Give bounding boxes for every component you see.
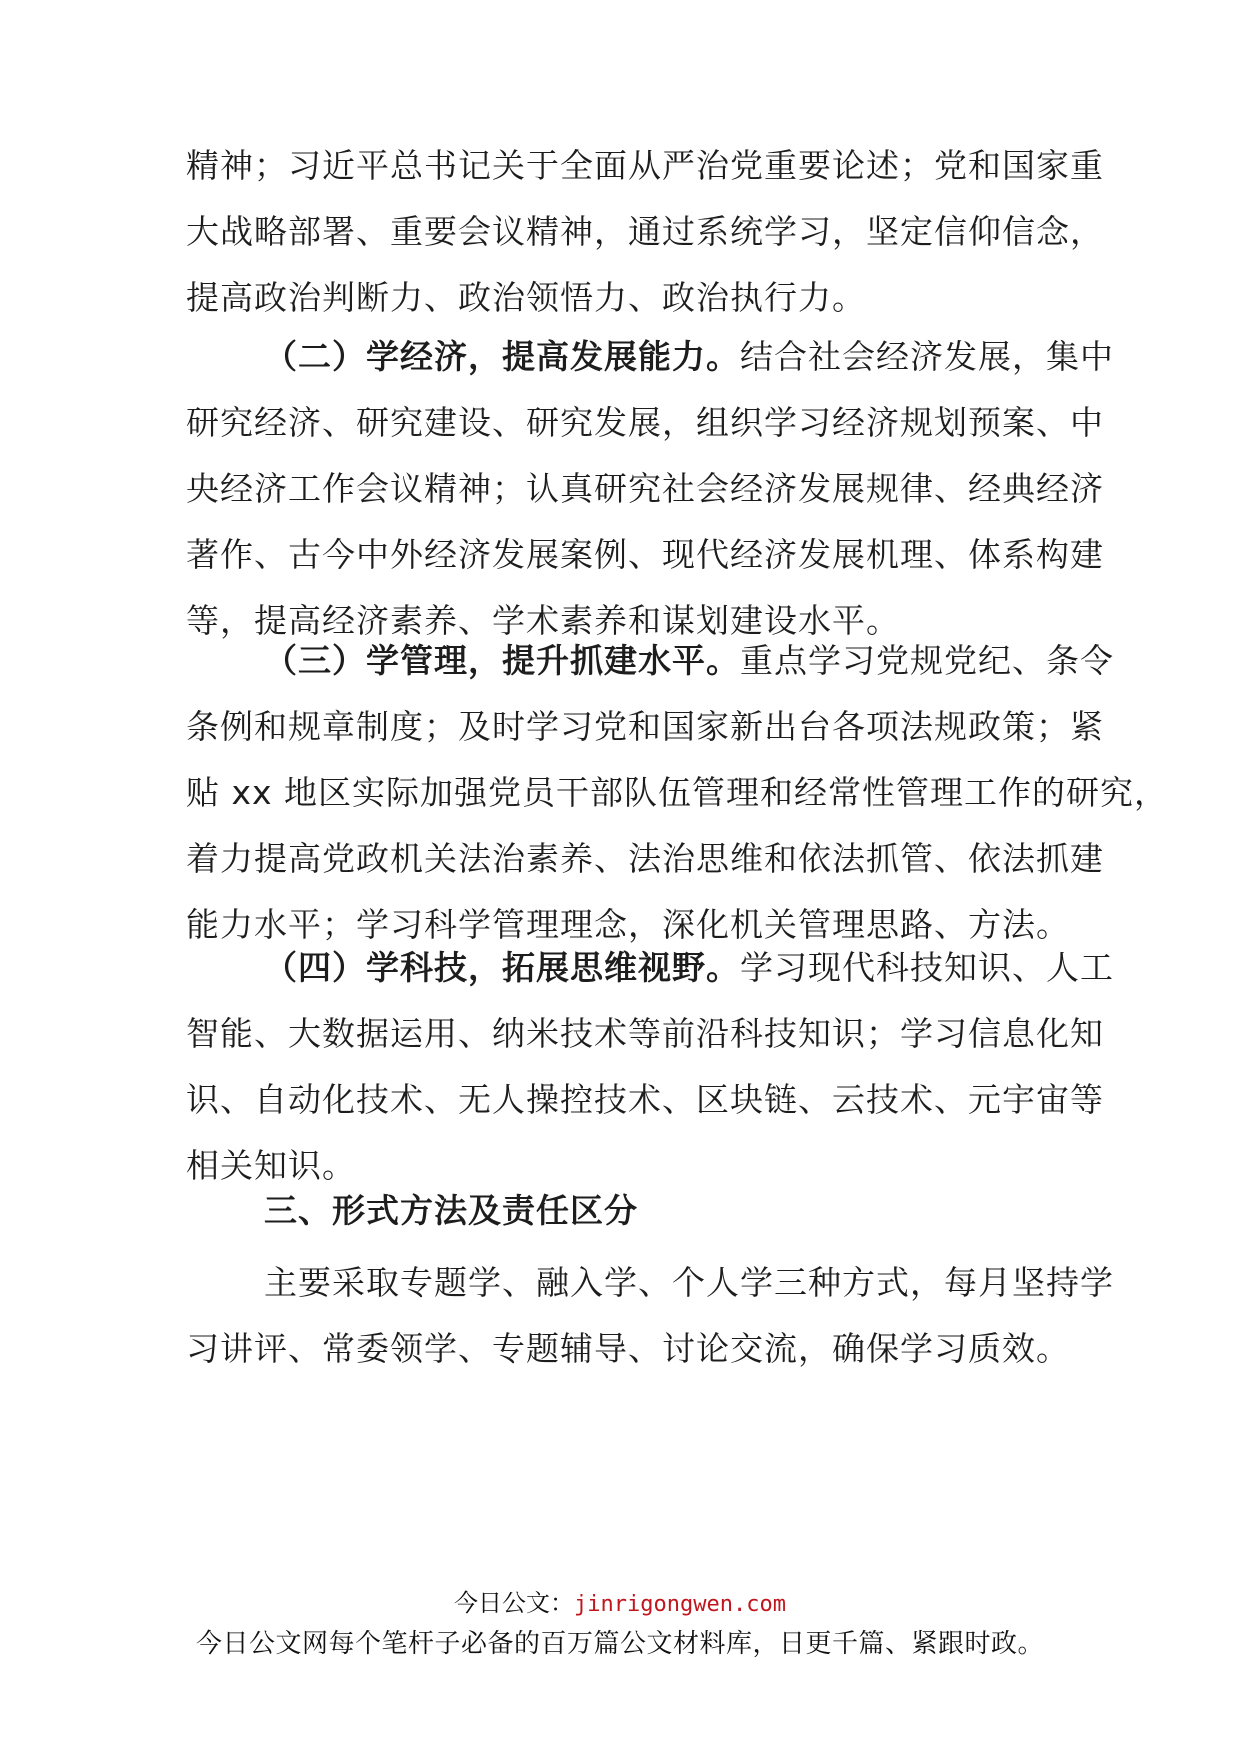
paragraph-line: 贴 xx 地区实际加强党员干部队伍管理和经常性管理工作的研究， (186, 773, 1169, 812)
section1-paragraph (186, 133, 1104, 331)
paragraph-line: 能力水平；学习科学管理理念，深化机关管理思路、方法。 (186, 905, 1070, 944)
paragraph-line: 等，提高经济素养、学术素养和谋划建设水平。 (186, 601, 900, 640)
part3-heading: 三、形式方法及责任区分 (264, 1191, 638, 1230)
paragraph-line: 相关知识。 (186, 1146, 356, 1185)
paragraph-line: 识、自动化技术、无人操控技术、区块链、云技术、元宇宙等 (186, 1080, 1104, 1119)
footer-slogan: 今日公文网每个笔杆子必备的百万篇公文材料库，日更千篇、紧跟时政。 (195, 1629, 1044, 1659)
part3-paragraph (186, 1250, 1114, 1382)
footer-site-line (0, 1583, 1240, 1618)
paragraph-line: 研究经济、研究建设、研究发展，组织学习经济规划预案、中 (186, 403, 1104, 442)
section4-paragraph (186, 935, 1114, 1199)
footer-label: 今日公文： (454, 1589, 575, 1617)
paragraph-line: 智能、大数据运用、纳米技术等前沿科技知识；学习信息化知 (186, 1014, 1104, 1053)
paragraph-line: 精神；习近平总书记关于全面从严治党重要论述；党和国家重 (186, 146, 1104, 185)
section3-paragraph (186, 628, 1169, 958)
section3-first-line-text: 重点学习党规党纪、条令 (740, 641, 1114, 680)
section4-heading: （四）学科技，拓展思维视野。 (264, 948, 740, 987)
section3-first-line (186, 628, 1114, 694)
section2-first-line-text: 结合社会经济发展，集中 (740, 337, 1114, 376)
section3-heading: （三）学管理，提升抓建水平。 (264, 641, 740, 680)
paragraph-line: 条例和规章制度；及时学习党和国家新出台各项法规政策；紧 (186, 707, 1104, 746)
section2-heading: （二）学经济，提高发展能力。 (264, 337, 740, 376)
paragraph-line: 央经济工作会议精神；认真研究社会经济发展规律、经典经济 (186, 469, 1104, 508)
part3-heading-block (186, 1178, 1066, 1244)
part3-first-line: 主要采取专题学、融入学、个人学三种方式，每月坚持学 (264, 1263, 1114, 1302)
footer-site-link[interactable]: jinrigongwen.com (574, 1592, 786, 1617)
part3-second-line: 习讲评、常委领学、专题辅导、讨论交流，确保学习质效。 (186, 1329, 1070, 1368)
paragraph-line: 大战略部署、重要会议精神，通过系统学习，坚定信仰信念， (186, 212, 1104, 251)
section2-first-line (186, 324, 1114, 390)
section2-paragraph (186, 324, 1114, 654)
paragraph-line: 提高政治判断力、政治领悟力、政治执行力。 (186, 278, 866, 317)
paragraph-line: 着力提高党政机关法治素养、法治思维和依法抓管、依法抓建 (186, 839, 1104, 878)
paragraph-line: 著作、古今中外经济发展案例、现代经济发展机理、体系构建 (186, 535, 1104, 574)
section4-first-line-text: 学习现代科技知识、人工 (740, 948, 1114, 987)
section4-first-line (186, 935, 1114, 1001)
